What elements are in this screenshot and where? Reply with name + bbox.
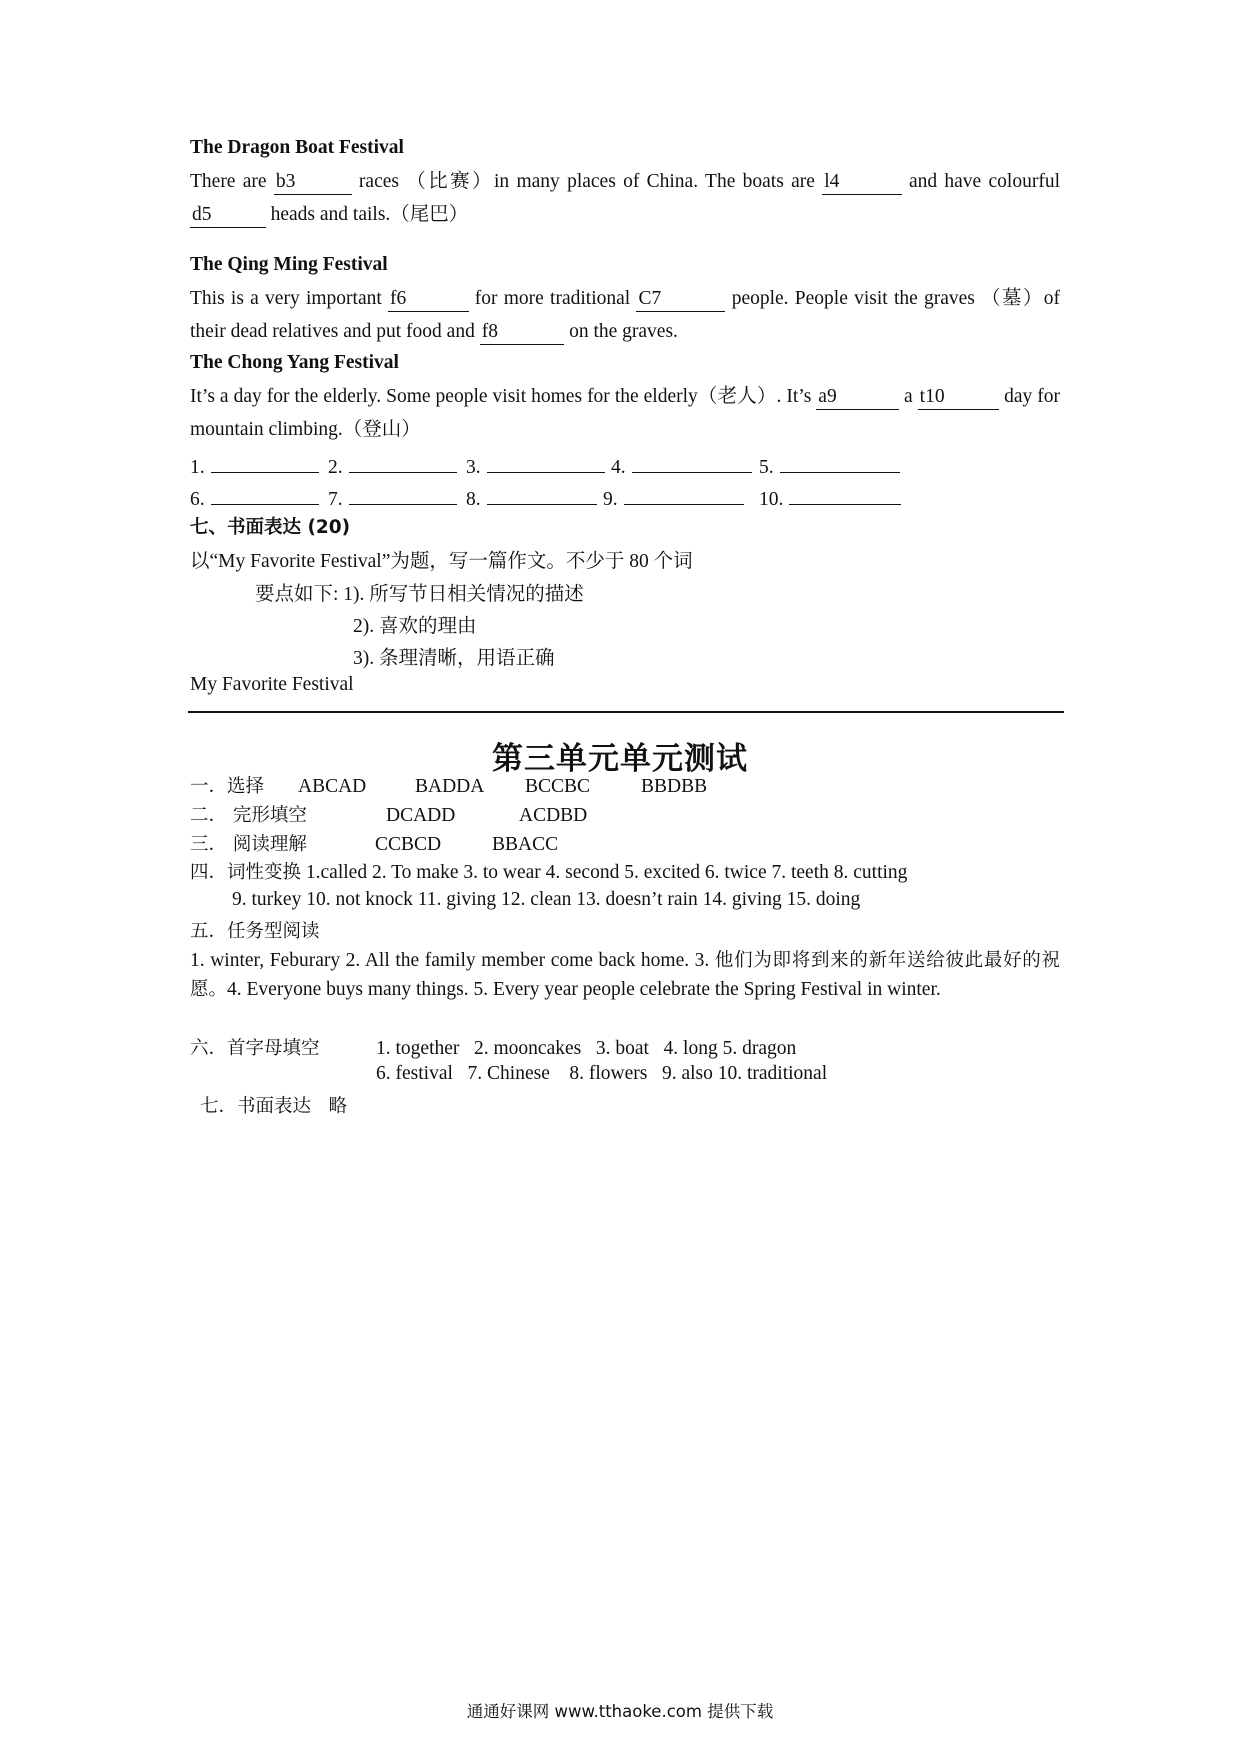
point-text: 喜欢的理由 [379, 616, 477, 637]
slot-number: 3. [466, 457, 481, 478]
blank-letter: C [638, 288, 652, 309]
slot-number: 6. [190, 489, 205, 510]
answer-section-1 [190, 772, 707, 798]
blank-number: 8 [488, 321, 498, 342]
answer-slot-9 [603, 484, 759, 511]
answer-section-6-line-2: 6. festival 7. Chinese 8. flowers 9. also 10. traditional [376, 1063, 828, 1084]
answer-text: 1. winter, Feburary 2. All the family member come back home. 3. [190, 950, 715, 971]
slot-number: 7. [328, 489, 343, 510]
answer-group: BADDA [415, 776, 485, 797]
blank-4 [822, 170, 901, 195]
text: for more traditional [468, 288, 637, 309]
text: heads and tails.（尾巴） [265, 204, 469, 225]
section-label: 四．词性变换 [190, 862, 302, 883]
essay-title: My Favorite Festival [190, 674, 354, 695]
answer-group: CCBCD [375, 834, 442, 855]
blank-letter: t [919, 386, 926, 407]
section-label: 一．选择 [190, 776, 265, 797]
text: and have colourful [901, 171, 1060, 192]
answer-line [211, 452, 319, 473]
point-text: 所写节日相关情况的描述 [369, 584, 584, 605]
answer-row-2 [190, 484, 909, 511]
answer-slot-1 [190, 452, 328, 479]
blank-10 [918, 385, 999, 410]
answer-line [349, 452, 457, 473]
blank-8 [480, 320, 565, 345]
writing-heading: 七、书面表达 (20) [190, 517, 351, 538]
point-text: 条理清晰，用语正确 [379, 648, 555, 669]
answer-group: BBACC [492, 834, 559, 855]
answer-text-chinese: 他们为即将到来的新年送给彼此最好的祝愿。 [190, 950, 1060, 1000]
answer-section-6 [190, 1034, 796, 1060]
answer-text: 1. together 2. mooncakes 3. boat 4. long 5. dragon [376, 1038, 797, 1059]
answer-slot-7 [328, 484, 466, 511]
slot-number: 5. [759, 457, 774, 478]
answer-slot-5 [759, 452, 909, 479]
answer-line [349, 484, 457, 505]
blank-number: 9 [826, 386, 837, 407]
blank-7 [636, 287, 725, 312]
blank-number: 10 [925, 386, 945, 407]
answer-group: BBDBB [641, 776, 708, 797]
section-label: 二． 完形填空 [190, 805, 307, 826]
text: races （比赛）in many places of China. The boats are [351, 171, 823, 192]
section-heading-dragon: The Dragon Boat Festival [190, 137, 404, 158]
divider-line [188, 711, 1064, 713]
slot-number: 8. [466, 489, 481, 510]
point-number: 3). [353, 648, 375, 669]
writing-point-1 [255, 578, 584, 606]
writing-prompt: 以“My Favorite Festival”为题，写一篇作文。不少于 80 个词 [190, 551, 693, 572]
slot-number: 4. [611, 457, 626, 478]
blank-letter: d [192, 204, 202, 225]
section-label: 三． 阅读理解 [190, 834, 307, 855]
slot-number: 10. [759, 489, 784, 510]
answer-text: 1.called 2. To make 3. to wear 4. second 5. excited 6. twice 7. teeth 8. cutting [301, 862, 908, 883]
text: There are [190, 171, 274, 192]
answer-slot-4 [611, 452, 759, 479]
paragraph-dragon [190, 165, 1060, 231]
answer-section-4 [190, 858, 1060, 887]
section-heading-qingming: The Qing Ming Festival [190, 254, 388, 275]
text: on the graves. [564, 321, 678, 342]
answer-line [780, 452, 900, 473]
text: a [898, 386, 918, 407]
answer-key-title: 第三单元单元测试 [492, 741, 748, 777]
slot-number: 1. [190, 457, 205, 478]
blank-number: 5 [201, 204, 212, 225]
blank-5 [190, 203, 266, 228]
section-label: 七．书面表达 [200, 1096, 312, 1117]
blank-letter: b [275, 171, 286, 192]
text: It’s a day for the elderly. Some people visit homes for the elderly（老人）. It’s [190, 386, 817, 407]
answer-group: DCADD [386, 805, 456, 826]
answer-group: BCCBC [525, 776, 591, 797]
answer-group: ABCAD [298, 776, 367, 797]
answer-slot-2 [328, 452, 466, 479]
points-intro: 要点如下: 1). [255, 584, 365, 605]
text: people. People visit the graves （墓）of their dead relatives and put food and [190, 288, 1060, 342]
answer-section-5-label: 五．任务型阅读 [190, 921, 320, 942]
blank-3 [274, 170, 352, 195]
blank-letter: l [824, 171, 830, 192]
slot-number: 9. [603, 489, 618, 510]
answer-line [487, 484, 597, 505]
blank-number: 6 [396, 288, 407, 309]
answer-section-4-line-2: 9. turkey 10. not knock 11. giving 12. clean 13. doesn’t rain 14. giving 15. doing [232, 889, 861, 910]
slot-number: 2. [328, 457, 343, 478]
answer-section-5 [190, 946, 1060, 1004]
section-label: 六．首字母填空 [190, 1038, 320, 1059]
writing-point-2 [353, 610, 477, 638]
section-heading-chongyang: The Chong Yang Festival [190, 352, 399, 373]
answer-line [789, 484, 901, 505]
answer-text: 4. Everyone buys many things. 5. Every year people celebrate the Spring Festival in winter. [227, 979, 941, 1000]
answer-slot-6 [190, 484, 328, 511]
answer-line [624, 484, 744, 505]
answer-section-3 [190, 830, 558, 856]
blank-number: 7 [651, 288, 662, 309]
paragraph-qingming [190, 282, 1060, 348]
paragraph-chongyang [190, 380, 1060, 446]
answer-section-7 [200, 1092, 347, 1118]
blank-9 [816, 385, 899, 410]
answer-line [211, 484, 319, 505]
writing-point-3 [353, 642, 555, 670]
page-footer: 通通好课网 www.tthaoke.com 提供下载 [466, 1702, 774, 1721]
blank-letter: f [481, 321, 489, 342]
blank-letter: a [818, 386, 827, 407]
answer-line [487, 452, 605, 473]
answer-group: ACDBD [519, 805, 588, 826]
text: This is a very important [190, 288, 389, 309]
answer-row-1 [190, 452, 909, 479]
answer-text: 略 [328, 1096, 348, 1117]
blank-number: 3 [285, 171, 296, 192]
blank-number: 4 [829, 171, 840, 192]
answer-slot-10 [759, 484, 909, 511]
text: day for mountain climbing.（登山） [190, 386, 1060, 440]
blank-letter: f [390, 288, 397, 309]
answer-slot-3 [466, 452, 611, 479]
point-number: 2). [353, 616, 375, 637]
blank-6 [388, 287, 469, 312]
answer-line [632, 452, 752, 473]
answer-slot-8 [466, 484, 603, 511]
answer-section-2 [190, 801, 587, 827]
